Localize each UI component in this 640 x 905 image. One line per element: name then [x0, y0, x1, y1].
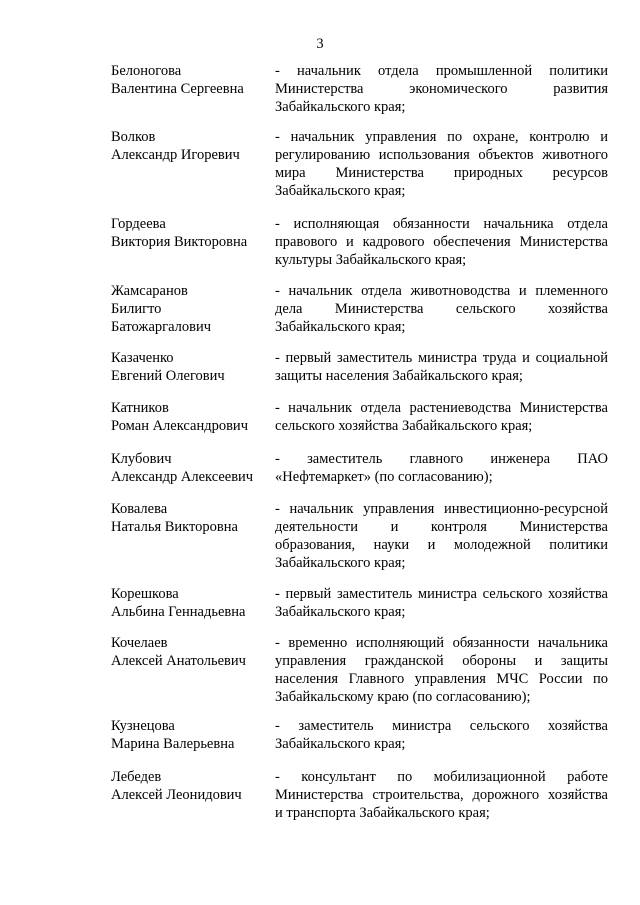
member-name — [111, 282, 271, 336]
member-position — [275, 768, 608, 822]
member-position-line: дела Министерства сельского хозяйства — [275, 301, 608, 317]
member-position-line: Забайкальского края; — [275, 99, 406, 115]
member-position — [275, 634, 608, 706]
member-name — [111, 450, 271, 486]
member-name-line: Клубович — [111, 451, 172, 467]
member-position-line: «Нефтемаркет» (по согласованию); — [275, 469, 493, 485]
member-name-line: Гордеева — [111, 216, 166, 232]
member-position-line: - временно исполняющий обязанности начальника — [275, 635, 608, 651]
member-position — [275, 282, 608, 336]
member-position — [275, 585, 608, 621]
member-position-line: - первый заместитель министра труда и социальной — [275, 350, 608, 366]
member-position-line: мира Министерства природных ресурсов — [275, 165, 608, 181]
member-name — [111, 62, 271, 98]
member-position-line: Забайкальского края; — [275, 555, 406, 571]
member-name — [111, 215, 271, 251]
member-position-line: правового и кадрового обеспечения Министерства — [275, 234, 608, 250]
member-position-line: Забайкальского края; — [275, 736, 406, 752]
member-position-line: - первый заместитель министра сельского хозяйства — [275, 586, 608, 602]
member-position-line: - начальник отдела растениеводства Министерства — [275, 400, 608, 416]
member-position-line: образования, науки и молодежной политики — [275, 537, 608, 553]
member-position — [275, 500, 608, 572]
member-position-line: Забайкальского края; — [275, 604, 406, 620]
member-position-line: - начальник управления инвестиционно-ресурсной — [275, 501, 608, 517]
member-position-line: защиты населения Забайкальского края; — [275, 368, 523, 384]
page-number: 3 — [316, 36, 324, 52]
member-name-line: Кузнецова — [111, 718, 175, 734]
member-name-line: Виктория Викторовна — [111, 234, 248, 250]
member-name — [111, 585, 271, 621]
member-position-line: населения Главного управления МЧС России по — [275, 671, 608, 687]
member-position-line: управления гражданской обороны и защиты — [275, 653, 608, 669]
member-name-line: Наталья Викторовна — [111, 519, 238, 535]
member-name-line: Батожаргалович — [111, 319, 212, 335]
member-position-line: регулированию использования объектов животного — [275, 147, 608, 163]
member-name-line: Волков — [111, 129, 156, 145]
member-position-line: - заместитель главного инженера ПАО — [275, 451, 608, 467]
member-name-line: Жамсаранов — [111, 283, 188, 299]
member-name — [111, 634, 271, 670]
member-name — [111, 768, 271, 804]
member-name-line: Альбина Геннадьевна — [111, 604, 246, 620]
member-position-line: деятельности и контроля Министерства — [275, 519, 608, 535]
member-name-line: Александр Алексеевич — [111, 469, 254, 485]
member-name-line: Казаченко — [111, 350, 174, 366]
member-name-line: Роман Александрович — [111, 418, 248, 434]
member-name-line: Валентина Сергеевна — [111, 81, 244, 97]
member-position — [275, 450, 608, 486]
member-name-line: Алексей Анатольевич — [111, 653, 246, 669]
member-position-line: Забайкальского края; — [275, 183, 406, 199]
member-position-line: - исполняющая обязанности начальника отдела — [275, 216, 608, 232]
member-name-line: Александр Игоревич — [111, 147, 240, 163]
member-position — [275, 62, 608, 116]
member-position — [275, 349, 608, 385]
member-position-line: Забайкальскому краю (по согласованию); — [275, 689, 531, 705]
member-position-line: Забайкальского края; — [275, 319, 406, 335]
member-position-line: - заместитель министра сельского хозяйства — [275, 718, 608, 734]
member-name-line: Евгений Олегович — [111, 368, 225, 384]
member-name-line: Корешкова — [111, 586, 179, 602]
member-position-line: - начальник отдела промышленной политики — [275, 63, 608, 79]
member-name-line: Билигто — [111, 301, 162, 317]
member-name — [111, 128, 271, 164]
member-name — [111, 349, 271, 385]
member-name-line: Кочелаев — [111, 635, 168, 651]
member-position-line: - консультант по мобилизационной работе — [275, 769, 608, 785]
member-name — [111, 399, 271, 435]
member-name — [111, 500, 271, 536]
member-position — [275, 215, 608, 269]
member-position-line: и транспорта Забайкальского края; — [275, 805, 490, 821]
member-name-line: Белоногова — [111, 63, 182, 79]
member-name-line: Алексей Леонидович — [111, 787, 242, 803]
member-position-line: - начальник отдела животноводства и племенного — [275, 283, 608, 299]
member-position-line: - начальник управления по охране, контролю и — [275, 129, 608, 145]
member-position — [275, 717, 608, 753]
member-name-line: Лебедев — [111, 769, 162, 785]
member-position-line: Министерства строительства, дорожного хозяйства — [275, 787, 608, 803]
member-name-line: Катников — [111, 400, 169, 416]
member-name-line: Ковалева — [111, 501, 168, 517]
member-position-line: сельского хозяйства Забайкальского края; — [275, 418, 533, 434]
member-name — [111, 717, 271, 753]
member-position — [275, 399, 608, 435]
member-name-line: Марина Валерьевна — [111, 736, 235, 752]
member-position-line: культуры Забайкальского края; — [275, 252, 467, 268]
member-position-line: Министерства экономического развития — [275, 81, 608, 97]
member-position — [275, 128, 608, 200]
